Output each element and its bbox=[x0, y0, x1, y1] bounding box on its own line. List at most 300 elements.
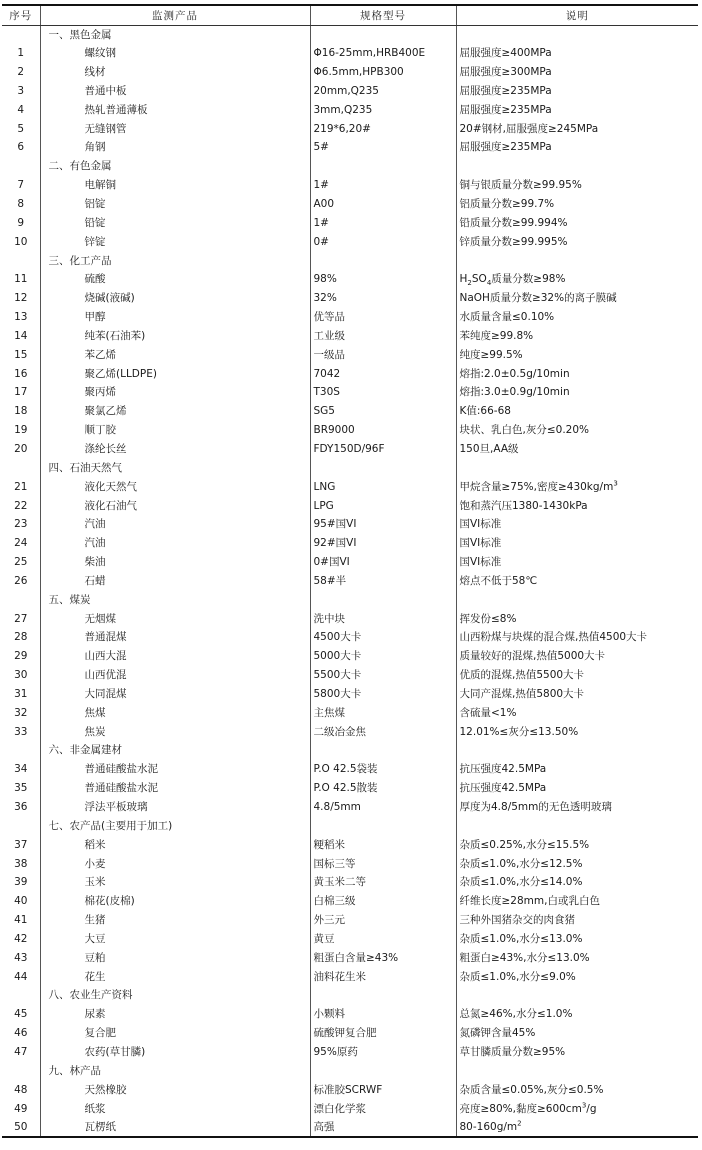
product-name-cell: 大豆 bbox=[40, 930, 310, 949]
table-row bbox=[2, 1080, 698, 1099]
description-cell bbox=[456, 25, 698, 44]
table-row bbox=[2, 1024, 698, 1043]
table-row bbox=[2, 666, 698, 685]
description-cell: 屈服强度≥235MPa bbox=[456, 82, 698, 101]
spec-cell: 4.8/5mm bbox=[310, 798, 456, 817]
category-name-cell: 八、农业生产资料 bbox=[40, 986, 310, 1005]
product-name-cell: 大同混煤 bbox=[40, 685, 310, 704]
table-row bbox=[2, 213, 698, 232]
description-cell: 屈服强度≥235MPa bbox=[456, 100, 698, 119]
row-number-cell: 32 bbox=[14, 706, 28, 719]
product-name-cell: 普通硅酸盐水泥 bbox=[40, 760, 310, 779]
spec-cell bbox=[310, 157, 456, 176]
table-header-row bbox=[2, 5, 698, 25]
table-row bbox=[2, 345, 698, 364]
row-number-cell: 7 bbox=[17, 179, 25, 192]
category-row bbox=[2, 251, 698, 270]
spec-cell: Φ6.5mm,HPB300 bbox=[310, 63, 456, 82]
category-name-cell: 七、农产品(主要用于加工) bbox=[40, 816, 310, 835]
product-name-cell: 纸浆 bbox=[40, 1099, 310, 1118]
product-name-cell: 铅锭 bbox=[40, 213, 310, 232]
description-cell: 杂质≤1.0%,水分≤9.0% bbox=[456, 967, 698, 986]
description-cell: 厚度为4.8/5mm的无色透明玻璃 bbox=[456, 798, 698, 817]
table-row bbox=[2, 1005, 698, 1024]
spec-cell: 白棉三级 bbox=[310, 892, 456, 911]
formula-text: H bbox=[459, 273, 468, 286]
row-number-cell: 5 bbox=[17, 122, 25, 135]
description-cell: 大同产混煤,热值5800大卡 bbox=[456, 685, 698, 704]
description-cell: 含硫量<1% bbox=[456, 703, 698, 722]
table-row bbox=[2, 835, 698, 854]
table-row bbox=[2, 760, 698, 779]
row-number-cell: 30 bbox=[14, 669, 28, 682]
description-cell: 国VI标准 bbox=[456, 515, 698, 534]
description-cell: 杂质≤1.0%,水分≤14.0% bbox=[456, 873, 698, 892]
product-name-cell: 涤纶长丝 bbox=[40, 440, 310, 459]
category-name-cell: 四、石油天然气 bbox=[40, 458, 310, 477]
spec-cell: P.O 42.5散装 bbox=[310, 779, 456, 798]
table-row bbox=[2, 440, 698, 459]
product-name-cell: 电解铜 bbox=[40, 176, 310, 195]
row-number-cell: 9 bbox=[17, 216, 25, 229]
row-number-cell bbox=[2, 157, 40, 176]
row-number-cell: 13 bbox=[14, 311, 28, 324]
spec-cell bbox=[310, 741, 456, 760]
description-cell bbox=[456, 1118, 698, 1137]
row-number-cell: 16 bbox=[14, 367, 28, 380]
spec-cell: 0#国VI bbox=[310, 553, 456, 572]
product-name-cell: 花生 bbox=[40, 967, 310, 986]
product-name-cell: 普通中板 bbox=[40, 82, 310, 101]
row-number-cell: 8 bbox=[17, 198, 25, 211]
row-number-cell: 21 bbox=[14, 480, 28, 493]
description-cell: 熔指:3.0±0.9g/10min bbox=[456, 383, 698, 402]
table-row bbox=[2, 534, 698, 553]
product-name-cell: 棉花(皮棉) bbox=[40, 892, 310, 911]
spec-cell: 98% bbox=[310, 270, 456, 289]
row-number-cell: 37 bbox=[14, 838, 28, 851]
spec-cell: FDY150D/96F bbox=[310, 440, 456, 459]
product-name-cell: 瓦楞纸 bbox=[40, 1118, 310, 1137]
description-cell bbox=[456, 816, 698, 835]
description-cell: K值:66-68 bbox=[456, 402, 698, 421]
spec-cell: A00 bbox=[310, 195, 456, 214]
spec-cell: 油料花生米 bbox=[310, 967, 456, 986]
table-row bbox=[2, 270, 698, 289]
product-name-cell: 农药(草甘膦) bbox=[40, 1043, 310, 1062]
spec-cell: BR9000 bbox=[310, 421, 456, 440]
description-cell: 屈服强度≥300MPa bbox=[456, 63, 698, 82]
row-number-cell: 6 bbox=[17, 141, 25, 154]
row-number-cell bbox=[2, 816, 40, 835]
table-row bbox=[2, 138, 698, 157]
row-number-cell bbox=[2, 25, 40, 44]
row-number-cell: 10 bbox=[14, 235, 28, 248]
product-name-cell: 角钢 bbox=[40, 138, 310, 157]
description-cell: 质量较好的混煤,热值5000大卡 bbox=[456, 647, 698, 666]
row-number-cell: 41 bbox=[14, 914, 28, 927]
product-name-cell: 液化天然气 bbox=[40, 477, 310, 496]
table-row bbox=[2, 82, 698, 101]
description-cell: 屈服强度≥235MPa bbox=[456, 138, 698, 157]
row-number-cell: 18 bbox=[14, 405, 28, 418]
product-name-cell: 天然橡胶 bbox=[40, 1080, 310, 1099]
description-cell bbox=[456, 1061, 698, 1080]
table-row bbox=[2, 798, 698, 817]
product-name-cell: 线材 bbox=[40, 63, 310, 82]
spec-cell: 0# bbox=[310, 232, 456, 251]
product-name-cell: 稻米 bbox=[40, 835, 310, 854]
product-name-cell: 顺丁胶 bbox=[40, 421, 310, 440]
spec-cell: 20mm,Q235 bbox=[310, 82, 456, 101]
table-row bbox=[2, 515, 698, 534]
row-number-cell: 4 bbox=[17, 103, 25, 116]
row-number-cell: 34 bbox=[14, 763, 28, 776]
row-number-cell: 48 bbox=[14, 1083, 28, 1096]
description-cell: 20#钢材,屈服强度≥245MPa bbox=[456, 119, 698, 138]
spec-cell: 二级冶金焦 bbox=[310, 722, 456, 741]
spec-cell: 一级品 bbox=[310, 345, 456, 364]
description-cell bbox=[456, 458, 698, 477]
spec-cell: 5# bbox=[310, 138, 456, 157]
row-number-cell: 47 bbox=[14, 1045, 28, 1058]
spec-cell: 国标三等 bbox=[310, 854, 456, 873]
spec-cell bbox=[310, 251, 456, 270]
description-text: 甲烷含量≥75%,密度≥430kg/m bbox=[459, 480, 614, 493]
spec-cell: 漂白化学浆 bbox=[310, 1099, 456, 1118]
product-name-cell: 焦炭 bbox=[40, 722, 310, 741]
spec-cell: 优等品 bbox=[310, 308, 456, 327]
row-number-cell: 28 bbox=[14, 631, 28, 644]
product-name-cell: 液化石油气 bbox=[40, 496, 310, 515]
formula-subscript: 4 bbox=[486, 279, 492, 288]
description-cell bbox=[456, 477, 698, 496]
product-name-cell: 聚氯乙烯 bbox=[40, 402, 310, 421]
row-number-cell: 11 bbox=[14, 273, 28, 286]
table-row bbox=[2, 63, 698, 82]
spec-cell: 洗中块 bbox=[310, 609, 456, 628]
row-number-cell: 40 bbox=[14, 895, 28, 908]
unit-superscript: 3 bbox=[613, 479, 618, 488]
row-number-cell: 17 bbox=[14, 386, 28, 399]
table-row bbox=[2, 685, 698, 704]
category-name-cell: 五、煤炭 bbox=[40, 590, 310, 609]
table-row bbox=[2, 1043, 698, 1062]
table-row bbox=[2, 402, 698, 421]
description-cell: 杂质≤1.0%,水分≤12.5% bbox=[456, 854, 698, 873]
product-name-cell: 无缝钢管 bbox=[40, 119, 310, 138]
description-cell: 纯度≥99.5% bbox=[456, 345, 698, 364]
product-name-cell: 汽油 bbox=[40, 534, 310, 553]
table-row bbox=[2, 232, 698, 251]
row-number-cell: 25 bbox=[14, 556, 28, 569]
table-row bbox=[2, 609, 698, 628]
spec-cell: 粳稻米 bbox=[310, 835, 456, 854]
product-name-cell: 锌锭 bbox=[40, 232, 310, 251]
row-number-cell: 1 bbox=[17, 47, 25, 60]
product-name-cell: 甲醇 bbox=[40, 308, 310, 327]
description-cell: 抗压强度42.5MPa bbox=[456, 779, 698, 798]
description-cell bbox=[456, 157, 698, 176]
description-cell: NaOH质量分数≥32%的离子膜碱 bbox=[456, 289, 698, 308]
row-number-cell: 38 bbox=[14, 857, 28, 870]
header-specification: 规格型号 bbox=[310, 5, 456, 25]
description-text: 亮度≥80%,黏度≥600cm bbox=[459, 1102, 582, 1115]
row-number-cell: 2 bbox=[17, 66, 25, 79]
unit-superscript: 2 bbox=[517, 1119, 522, 1128]
table-row bbox=[2, 628, 698, 647]
product-name-cell: 铝锭 bbox=[40, 195, 310, 214]
row-number-cell: 35 bbox=[14, 782, 28, 795]
description-cell bbox=[456, 741, 698, 760]
table-row bbox=[2, 854, 698, 873]
formula-text: SO bbox=[471, 273, 487, 286]
unit-superscript: 3 bbox=[581, 1101, 587, 1110]
table-row bbox=[2, 383, 698, 402]
spec-cell bbox=[310, 458, 456, 477]
row-number-cell bbox=[2, 590, 40, 609]
category-name-cell: 九、林产品 bbox=[40, 1061, 310, 1080]
spec-cell: 1# bbox=[310, 213, 456, 232]
spec-cell: 5500大卡 bbox=[310, 666, 456, 685]
table-row bbox=[2, 1118, 698, 1137]
category-row bbox=[2, 741, 698, 760]
product-name-cell: 小麦 bbox=[40, 854, 310, 873]
spec-cell: Φ16-25mm,HRB400E bbox=[310, 44, 456, 63]
row-number-cell bbox=[2, 458, 40, 477]
table-row bbox=[2, 421, 698, 440]
table-row bbox=[2, 703, 698, 722]
product-name-cell: 复合肥 bbox=[40, 1024, 310, 1043]
description-cell: 水质量含量≤0.10% bbox=[456, 308, 698, 327]
description-cell: 三种外国猪杂交的肉食猪 bbox=[456, 911, 698, 930]
table-row bbox=[2, 496, 698, 515]
spec-cell: 黄玉米二等 bbox=[310, 873, 456, 892]
spec-cell: 高强 bbox=[310, 1118, 456, 1137]
spec-cell: T30S bbox=[310, 383, 456, 402]
product-name-cell: 石蜡 bbox=[40, 571, 310, 590]
row-number-cell: 23 bbox=[14, 518, 28, 531]
description-cell: 杂质含量≤0.05%,灰分≤0.5% bbox=[456, 1080, 698, 1099]
product-name-cell: 烧碱(液碱) bbox=[40, 289, 310, 308]
row-number-cell: 14 bbox=[14, 329, 28, 342]
row-number-cell: 15 bbox=[14, 348, 28, 361]
description-cell: 纤维长度≥28mm,白或乳白色 bbox=[456, 892, 698, 911]
table-row bbox=[2, 195, 698, 214]
description-cell: 国VI标准 bbox=[456, 553, 698, 572]
description-text: 80-160g/m bbox=[459, 1120, 518, 1133]
spec-cell: LPG bbox=[310, 496, 456, 515]
product-name-cell: 山西优混 bbox=[40, 666, 310, 685]
spec-cell: 7042 bbox=[310, 364, 456, 383]
description-cell bbox=[456, 251, 698, 270]
row-number-cell: 26 bbox=[14, 574, 28, 587]
description-cell: 块状、乳白色,灰分≤0.20% bbox=[456, 421, 698, 440]
spec-cell: 4500大卡 bbox=[310, 628, 456, 647]
product-name-cell: 硫酸 bbox=[40, 270, 310, 289]
table-row bbox=[2, 722, 698, 741]
spec-cell: 硫酸钾复合肥 bbox=[310, 1024, 456, 1043]
category-row bbox=[2, 986, 698, 1005]
row-number-cell: 39 bbox=[14, 876, 28, 889]
table-row bbox=[2, 779, 698, 798]
table-row bbox=[2, 1099, 698, 1118]
description-cell: 抗压强度42.5MPa bbox=[456, 760, 698, 779]
category-row bbox=[2, 816, 698, 835]
row-number-cell: 46 bbox=[14, 1027, 28, 1040]
category-row bbox=[2, 1061, 698, 1080]
spec-cell: 32% bbox=[310, 289, 456, 308]
table-row bbox=[2, 873, 698, 892]
product-name-cell: 浮法平板玻璃 bbox=[40, 798, 310, 817]
spec-cell: LNG bbox=[310, 477, 456, 496]
product-name-cell: 螺纹钢 bbox=[40, 44, 310, 63]
description-cell bbox=[456, 270, 698, 289]
row-number-cell bbox=[2, 251, 40, 270]
description-cell: 铜与银质量分数≥99.95% bbox=[456, 176, 698, 195]
description-cell: 杂质≤1.0%,水分≤13.0% bbox=[456, 930, 698, 949]
product-name-cell: 无烟煤 bbox=[40, 609, 310, 628]
table-row bbox=[2, 571, 698, 590]
spec-cell: 黄豆 bbox=[310, 930, 456, 949]
table-row bbox=[2, 44, 698, 63]
table-row bbox=[2, 308, 698, 327]
description-cell: 国VI标准 bbox=[456, 534, 698, 553]
category-row bbox=[2, 25, 698, 44]
description-cell: 山西粉煤与块煤的混合煤,热值4500大卡 bbox=[456, 628, 698, 647]
product-name-cell: 柴油 bbox=[40, 553, 310, 572]
row-number-cell: 24 bbox=[14, 537, 28, 550]
product-name-cell: 汽油 bbox=[40, 515, 310, 534]
table-body bbox=[2, 25, 698, 1137]
row-number-cell bbox=[2, 741, 40, 760]
product-monitoring-table bbox=[2, 4, 698, 1138]
description-cell: 锌质量分数≥99.995% bbox=[456, 232, 698, 251]
description-cell: 氮磷钾含量45% bbox=[456, 1024, 698, 1043]
spec-cell bbox=[310, 25, 456, 44]
row-number-cell: 43 bbox=[14, 951, 28, 964]
description-cell bbox=[456, 1099, 698, 1118]
spec-cell: 5800大卡 bbox=[310, 685, 456, 704]
description-cell: 苯纯度≥99.8% bbox=[456, 327, 698, 346]
table-row bbox=[2, 289, 698, 308]
spec-cell bbox=[310, 986, 456, 1005]
description-cell: 粗蛋白≥43%,水分≤13.0% bbox=[456, 948, 698, 967]
description-cell: 铅质量分数≥99.994% bbox=[456, 213, 698, 232]
product-name-cell: 普通硅酸盐水泥 bbox=[40, 779, 310, 798]
table-row bbox=[2, 911, 698, 930]
row-number-cell: 31 bbox=[14, 687, 28, 700]
header-serial-no: 序号 bbox=[2, 5, 40, 25]
row-number-cell: 50 bbox=[2, 1118, 40, 1137]
description-cell: 挥发份≤8% bbox=[456, 609, 698, 628]
row-number-cell: 27 bbox=[14, 612, 28, 625]
row-number-cell: 42 bbox=[14, 932, 28, 945]
spec-cell: 小颗料 bbox=[310, 1005, 456, 1024]
spec-cell: 1# bbox=[310, 176, 456, 195]
table-row bbox=[2, 176, 698, 195]
product-name-cell: 山西大混 bbox=[40, 647, 310, 666]
table-row bbox=[2, 647, 698, 666]
description-cell: 熔指:2.0±0.5g/10min bbox=[456, 364, 698, 383]
description-cell: 杂质≤0.25%,水分≤15.5% bbox=[456, 835, 698, 854]
product-name-cell: 玉米 bbox=[40, 873, 310, 892]
spec-cell: P.O 42.5袋装 bbox=[310, 760, 456, 779]
category-name-cell: 二、有色金属 bbox=[40, 157, 310, 176]
spec-cell: 外三元 bbox=[310, 911, 456, 930]
table-row bbox=[2, 948, 698, 967]
spec-cell bbox=[310, 590, 456, 609]
category-row bbox=[2, 590, 698, 609]
row-number-cell bbox=[2, 986, 40, 1005]
description-suffix: /g bbox=[586, 1102, 597, 1115]
formula-text: 质量分数≥98% bbox=[491, 273, 566, 286]
formula-subscript: 2 bbox=[467, 279, 472, 288]
table-row bbox=[2, 364, 698, 383]
product-name-cell: 聚乙烯(LLDPE) bbox=[40, 364, 310, 383]
table-row bbox=[2, 477, 698, 496]
spec-cell: 主焦煤 bbox=[310, 703, 456, 722]
row-number-cell: 49 bbox=[14, 1102, 28, 1115]
table-row bbox=[2, 100, 698, 119]
product-name-cell: 热轧普通薄板 bbox=[40, 100, 310, 119]
spec-cell: SG5 bbox=[310, 402, 456, 421]
spec-cell: 粗蛋白含量≥43% bbox=[310, 948, 456, 967]
description-cell: 屈服强度≥400MPa bbox=[456, 44, 698, 63]
row-number-cell: 22 bbox=[14, 499, 28, 512]
spec-cell: 标准胶SCRWF bbox=[310, 1080, 456, 1099]
category-name-cell: 三、化工产品 bbox=[40, 251, 310, 270]
row-number-cell: 44 bbox=[14, 970, 28, 983]
category-name-cell: 六、非金属建材 bbox=[40, 741, 310, 760]
description-cell: 总氮≥46%,水分≤1.0% bbox=[456, 1005, 698, 1024]
table-row bbox=[2, 327, 698, 346]
description-cell: 草甘膦质量分数≥95% bbox=[456, 1043, 698, 1062]
description-cell: 12.01%≤灰分≤13.50% bbox=[456, 722, 698, 741]
header-description: 说明 bbox=[456, 5, 698, 25]
product-name-cell: 尿素 bbox=[40, 1005, 310, 1024]
description-cell bbox=[456, 986, 698, 1005]
spec-cell: 5000大卡 bbox=[310, 647, 456, 666]
product-name-cell: 豆粕 bbox=[40, 948, 310, 967]
row-number-cell: 3 bbox=[17, 84, 25, 97]
description-cell: 优质的混煤,热值5500大卡 bbox=[456, 666, 698, 685]
spec-cell bbox=[310, 1061, 456, 1080]
table-row bbox=[2, 930, 698, 949]
product-name-cell: 纯苯(石油苯) bbox=[40, 327, 310, 346]
row-number-cell: 36 bbox=[14, 801, 28, 814]
description-cell bbox=[456, 590, 698, 609]
row-number-cell: 29 bbox=[14, 650, 28, 663]
row-number-cell: 19 bbox=[14, 424, 28, 437]
spec-cell: 95%原药 bbox=[310, 1043, 456, 1062]
table-row bbox=[2, 892, 698, 911]
product-name-cell: 普通混煤 bbox=[40, 628, 310, 647]
description-cell: 饱和蒸汽压1380-1430kPa bbox=[456, 496, 698, 515]
spec-cell: 工业级 bbox=[310, 327, 456, 346]
spec-cell: 92#国VI bbox=[310, 534, 456, 553]
category-name-cell: 一、黑色金属 bbox=[40, 25, 310, 44]
product-name-cell: 聚丙烯 bbox=[40, 383, 310, 402]
row-number-cell bbox=[2, 1061, 40, 1080]
category-row bbox=[2, 157, 698, 176]
header-product: 监测产品 bbox=[40, 5, 310, 25]
product-name-cell: 生猪 bbox=[40, 911, 310, 930]
description-cell: 铝质量分数≥99.7% bbox=[456, 195, 698, 214]
spec-cell bbox=[310, 816, 456, 835]
category-row bbox=[2, 458, 698, 477]
table-row bbox=[2, 553, 698, 572]
